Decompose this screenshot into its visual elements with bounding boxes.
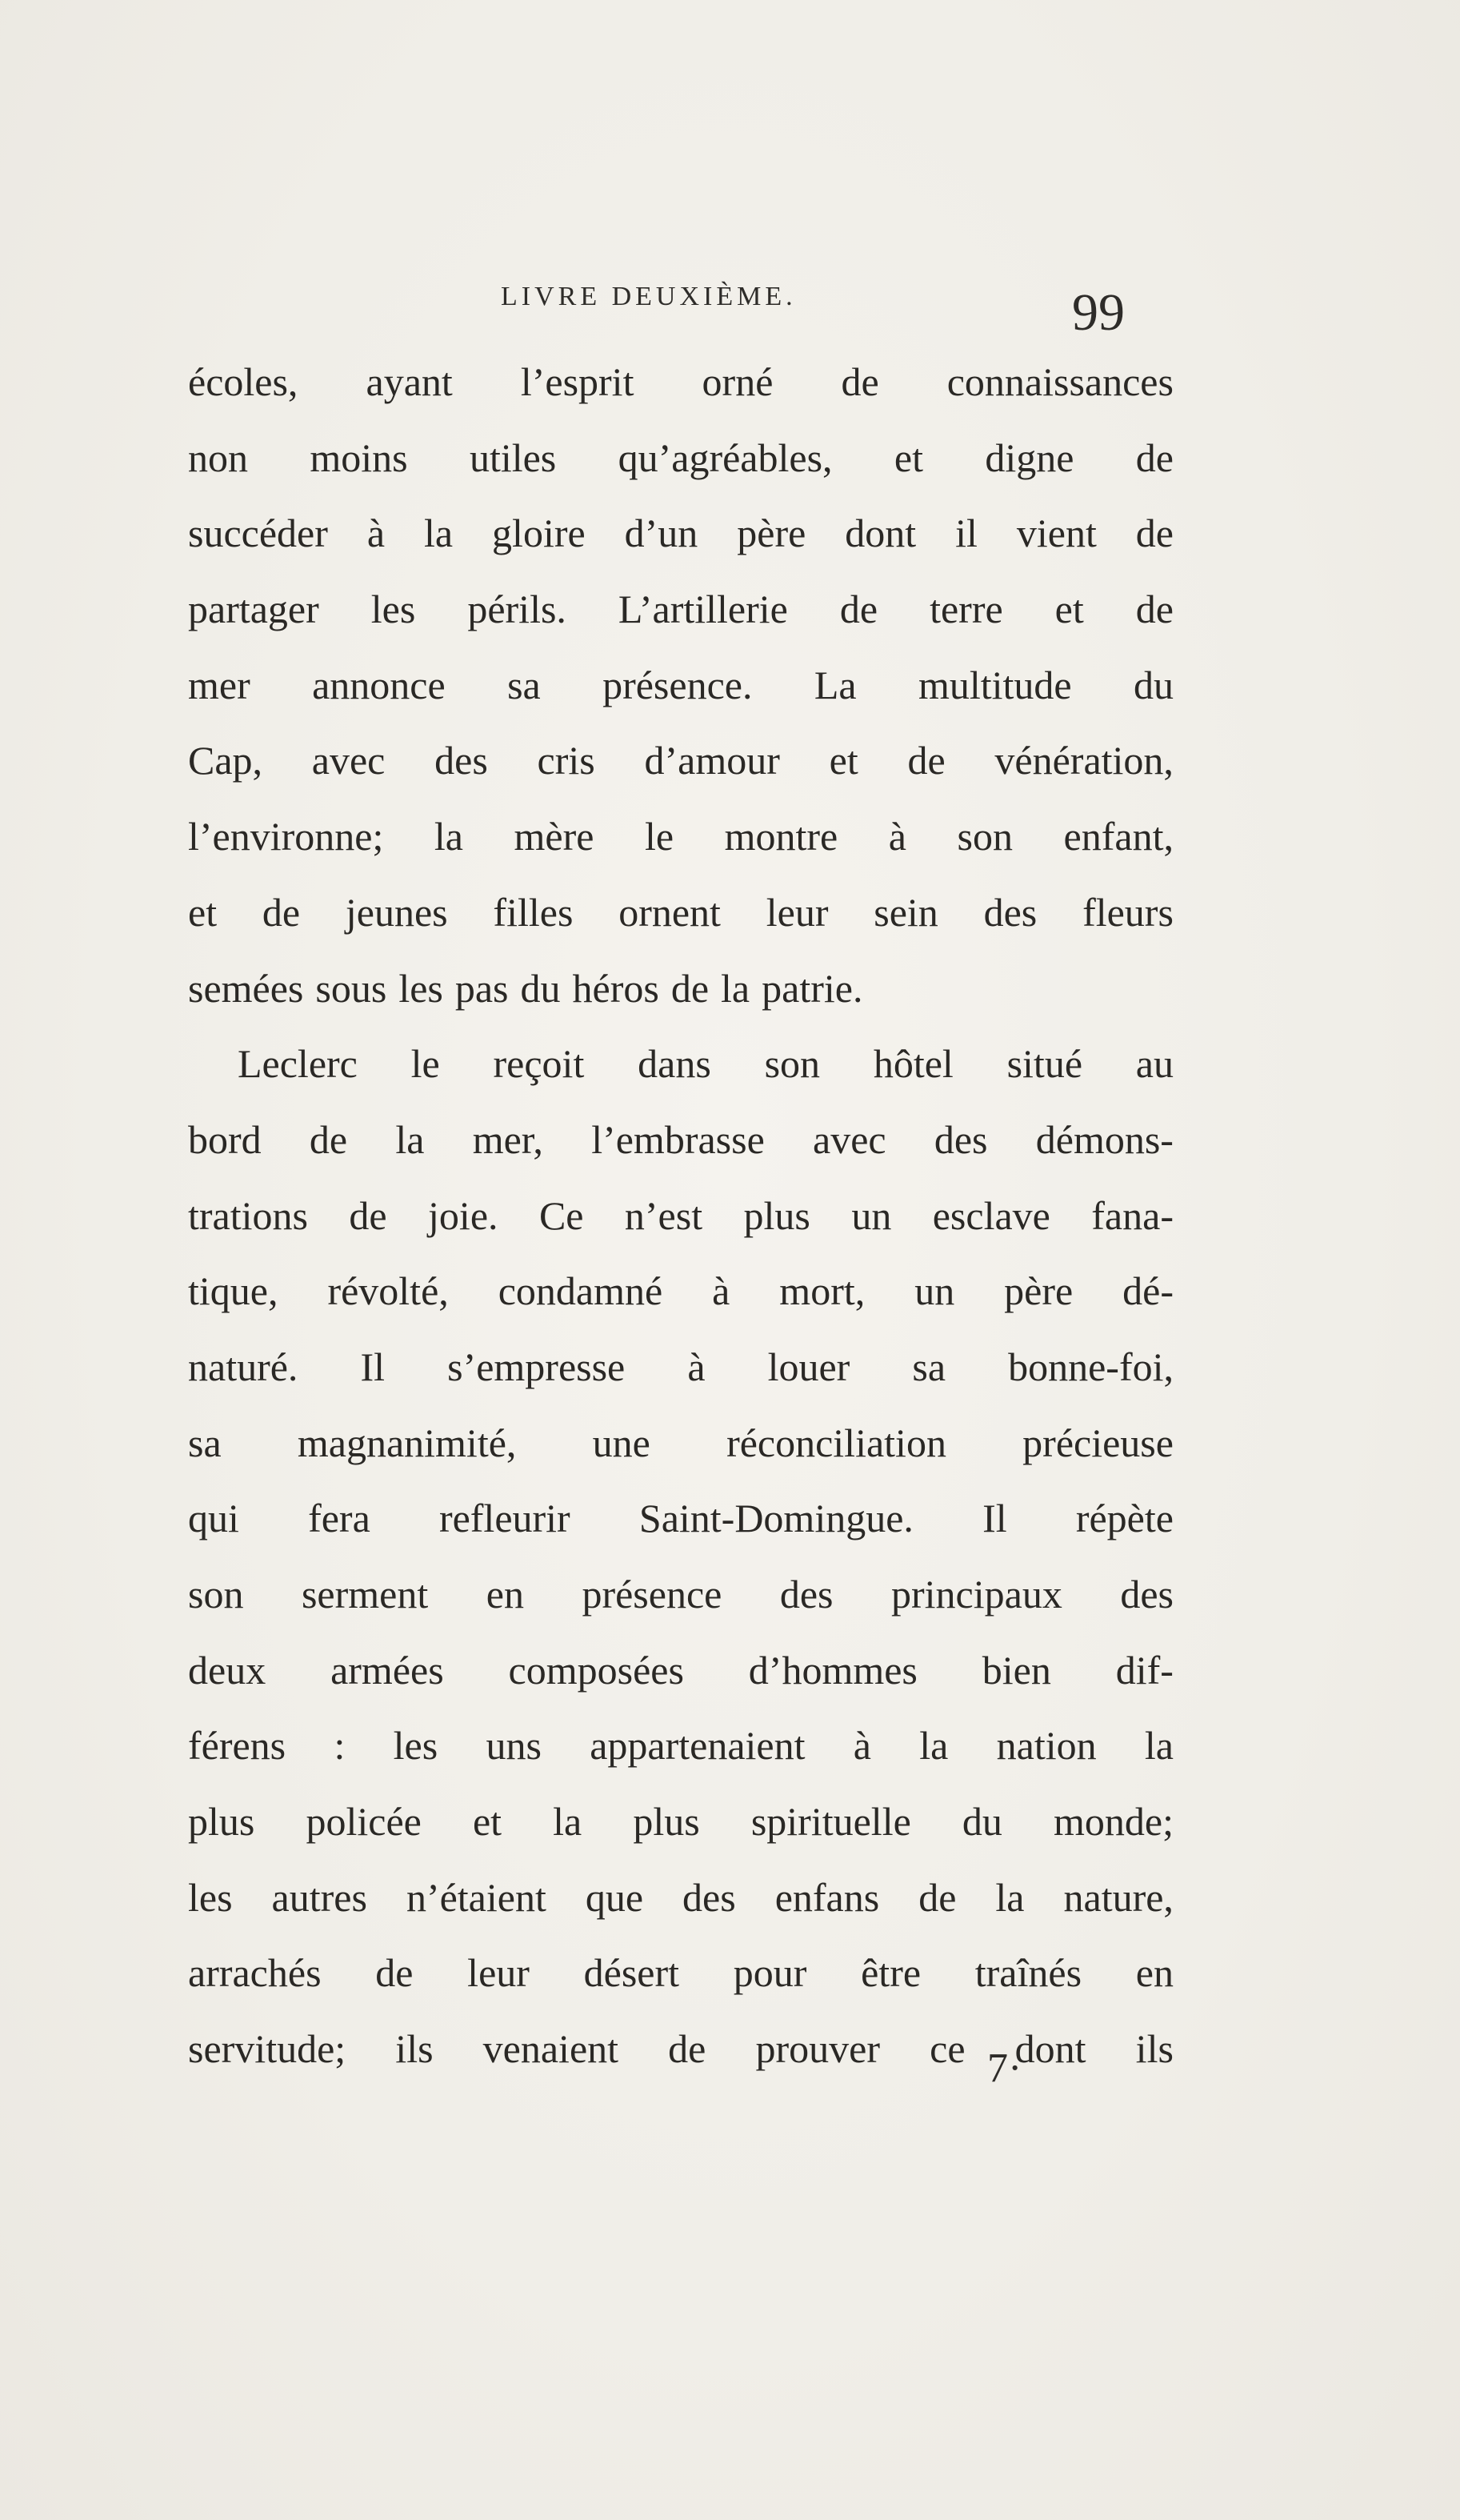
word: Il <box>982 1496 1007 1541</box>
word: nation <box>996 1723 1097 1769</box>
text-line <box>188 799 1174 875</box>
word: de <box>1135 435 1174 480</box>
text-line <box>188 1556 1174 1633</box>
word: fera <box>308 1496 370 1541</box>
body-text <box>188 344 1174 2087</box>
text-line <box>188 1102 1174 1178</box>
word: et <box>894 435 923 480</box>
word: multitude <box>918 662 1072 707</box>
word: fana- <box>1091 1192 1174 1238</box>
word: la <box>553 1799 582 1845</box>
word: Ce <box>538 1192 584 1238</box>
word: dont <box>845 511 917 556</box>
word: les <box>398 965 443 1011</box>
word: reçoit <box>493 1041 585 1087</box>
word: l’embrasse <box>591 1116 765 1162</box>
word: naturé. <box>188 1344 298 1389</box>
word: père <box>737 511 806 556</box>
text-line <box>188 647 1174 723</box>
word: son <box>957 814 1013 859</box>
word: utiles <box>469 435 557 480</box>
word: la <box>721 965 750 1011</box>
word: de <box>1135 587 1174 632</box>
word: la <box>395 1116 425 1162</box>
word: leur <box>467 1950 530 1996</box>
word: filles <box>493 889 574 935</box>
word: en <box>1135 1950 1174 1996</box>
word: les <box>370 587 416 632</box>
word: deux <box>188 1647 266 1693</box>
word: et <box>829 738 858 783</box>
word: les <box>393 1723 438 1769</box>
word: le <box>410 1041 440 1087</box>
word: enfans <box>774 1874 880 1920</box>
text-line <box>188 875 1174 951</box>
word: principaux <box>891 1572 1062 1617</box>
word: pour <box>733 1950 807 1996</box>
word: refleurir <box>438 1496 570 1541</box>
word: sein <box>874 889 938 935</box>
word: périls. <box>467 587 566 632</box>
word: avec <box>311 738 386 783</box>
word: enfant, <box>1063 814 1174 859</box>
word: sa <box>507 662 541 707</box>
word: à <box>853 1723 871 1769</box>
word: s’empresse <box>447 1344 626 1389</box>
word: Il <box>360 1344 386 1389</box>
word: cris <box>537 738 595 783</box>
word: autres <box>271 1874 367 1920</box>
word: de <box>309 1116 348 1162</box>
word: de <box>375 1950 414 1996</box>
word: l’environne; <box>188 814 384 859</box>
word: son <box>188 1572 244 1617</box>
word: des <box>682 1874 736 1920</box>
word: non <box>188 435 248 480</box>
word: révolté, <box>327 1268 449 1314</box>
word: en <box>486 1572 524 1617</box>
word: la <box>1144 1723 1174 1769</box>
word: à <box>888 814 906 859</box>
text-line <box>188 1178 1174 1254</box>
word: réconciliation <box>726 1420 946 1465</box>
signature-mark: 7· <box>987 2045 1022 2091</box>
word: mère <box>514 814 594 859</box>
word: digne <box>985 435 1074 480</box>
word: jeunes <box>345 889 448 935</box>
text-line <box>188 1480 1174 1556</box>
word: ce <box>930 2026 966 2072</box>
word: dont <box>1014 2026 1086 2072</box>
word: des <box>434 738 488 783</box>
word: armées <box>330 1647 444 1693</box>
word: vient <box>1016 511 1097 556</box>
word: ayant <box>366 359 453 404</box>
word: l’esprit <box>520 359 634 404</box>
word: monde; <box>1054 1799 1174 1845</box>
text-line <box>188 1935 1174 2011</box>
word: il <box>955 511 978 556</box>
word: bonne-foi, <box>1008 1344 1174 1389</box>
word: magnanimité, <box>297 1420 517 1465</box>
word: avec <box>813 1116 886 1162</box>
word: spirituelle <box>750 1799 911 1845</box>
word: condamné <box>498 1268 663 1314</box>
word: ornent <box>618 889 721 935</box>
word: nature, <box>1063 1874 1174 1920</box>
word: moins <box>310 435 408 480</box>
word: partager <box>188 587 319 632</box>
word: dif- <box>1115 1647 1174 1693</box>
word: arrachés <box>188 1950 322 1996</box>
word: leur <box>766 889 829 935</box>
word: dans <box>638 1041 711 1087</box>
word: fleurs <box>1082 889 1174 935</box>
text-line <box>188 1860 1174 1936</box>
word: la <box>424 511 454 556</box>
word: montre <box>724 814 838 859</box>
word: sa <box>912 1344 946 1389</box>
word: de <box>841 359 879 404</box>
word: ils <box>1135 2026 1174 2072</box>
word: des <box>1120 1572 1174 1617</box>
page-number: 99 <box>1072 283 1125 342</box>
word: mer <box>188 662 250 707</box>
word: de <box>668 2026 706 2072</box>
word: bord <box>188 1116 262 1162</box>
word: sa <box>188 1420 222 1465</box>
word: annonce <box>312 662 446 707</box>
text-line <box>188 1253 1174 1329</box>
word: de <box>907 738 946 783</box>
word: du <box>1134 662 1174 707</box>
text-line <box>188 1405 1174 1481</box>
word: n’est <box>624 1192 703 1238</box>
word: le <box>645 814 674 859</box>
text-line <box>188 723 1174 799</box>
word: la <box>995 1874 1025 1920</box>
word: louer <box>767 1344 850 1389</box>
word: et <box>1054 587 1084 632</box>
word: des <box>779 1572 834 1617</box>
word: serment <box>301 1572 429 1617</box>
word: désert <box>583 1950 680 1996</box>
word: de <box>1135 511 1174 556</box>
word: orné <box>702 359 774 404</box>
word: gloire <box>492 511 586 556</box>
text-line <box>188 1708 1174 1784</box>
word: succéder <box>188 511 328 556</box>
text-line <box>188 2011 1174 2087</box>
word: férens <box>188 1723 286 1769</box>
word: des <box>934 1116 988 1162</box>
word: les <box>188 1874 233 1920</box>
word: policée <box>306 1799 422 1845</box>
word: L’artillerie <box>618 587 788 632</box>
word: connaissances <box>946 359 1174 404</box>
word: la <box>919 1723 949 1769</box>
word: Cap, <box>188 738 263 783</box>
word: père <box>1004 1268 1074 1314</box>
word: ils <box>395 2026 434 2072</box>
text-line <box>188 1784 1174 1860</box>
word: du <box>520 965 561 1011</box>
word: d’un <box>624 511 698 556</box>
word: d’amour <box>644 738 780 783</box>
word: Leclerc <box>238 1041 358 1087</box>
word: plus <box>188 1799 255 1845</box>
word: de <box>839 587 878 632</box>
text-line <box>188 1329 1174 1405</box>
word: de <box>670 965 710 1011</box>
word: patrie. <box>762 965 863 1011</box>
word: prouver <box>755 2026 880 2072</box>
word: tique, <box>188 1268 278 1314</box>
text-line <box>188 495 1174 571</box>
word: situé <box>1006 1041 1083 1087</box>
word: à <box>687 1344 706 1389</box>
word: précieuse <box>1022 1420 1174 1465</box>
paragraph-first-line <box>188 1026 1174 1102</box>
word: des <box>983 889 1038 935</box>
text-line <box>188 951 1174 1027</box>
word: de <box>918 1874 957 1920</box>
word: plus <box>633 1799 700 1845</box>
word: hôtel <box>873 1041 954 1087</box>
word: vénération, <box>994 738 1174 783</box>
running-head: LIVRE DEUXIÈME. <box>501 282 797 311</box>
word: être <box>861 1950 922 1996</box>
word: la <box>434 814 463 859</box>
word: trations <box>188 1192 308 1238</box>
word: un <box>914 1268 955 1314</box>
text-line <box>188 344 1174 420</box>
word: pas <box>454 965 509 1011</box>
word: joie. <box>428 1192 498 1238</box>
word: semées <box>188 965 304 1011</box>
word: son <box>764 1041 821 1087</box>
word: qui <box>188 1496 239 1541</box>
word: au <box>1135 1041 1174 1087</box>
word: écoles, <box>188 359 298 404</box>
word: servitude; <box>188 2026 346 2072</box>
word: esclave <box>932 1192 1050 1238</box>
word: à <box>366 511 386 556</box>
word: une <box>592 1420 650 1465</box>
word: uns <box>486 1723 542 1769</box>
word: démons- <box>1035 1116 1174 1162</box>
word: de <box>262 889 301 935</box>
text-line <box>188 1633 1174 1709</box>
word: terre <box>930 587 1003 632</box>
word: répète <box>1075 1496 1174 1541</box>
text-line <box>188 571 1174 647</box>
word: venaient <box>482 2026 619 2072</box>
word: : <box>334 1723 346 1769</box>
word: et <box>188 889 218 935</box>
word: qu’agréables, <box>618 435 833 480</box>
word: que <box>585 1874 644 1920</box>
word: présence <box>582 1572 722 1617</box>
word: mer, <box>472 1116 543 1162</box>
word: d’hommes <box>748 1647 918 1693</box>
word: La <box>814 662 857 707</box>
text-line <box>188 420 1174 496</box>
word: sous <box>315 965 387 1011</box>
word: un <box>851 1192 892 1238</box>
word: de <box>349 1192 387 1238</box>
word: n’étaient <box>406 1874 546 1920</box>
word: traînés <box>974 1950 1082 1996</box>
word: mort, <box>779 1268 866 1314</box>
word: présence. <box>602 662 753 707</box>
word: héros <box>572 965 659 1011</box>
word: dé- <box>1122 1268 1174 1314</box>
word: bien <box>982 1647 1051 1693</box>
word: Saint-Domingue. <box>638 1496 914 1541</box>
word: du <box>962 1799 1002 1845</box>
word: plus <box>743 1192 810 1238</box>
word: appartenaient <box>590 1723 806 1769</box>
word: et <box>472 1799 502 1845</box>
word: composées <box>508 1647 684 1693</box>
word: à <box>712 1268 730 1314</box>
